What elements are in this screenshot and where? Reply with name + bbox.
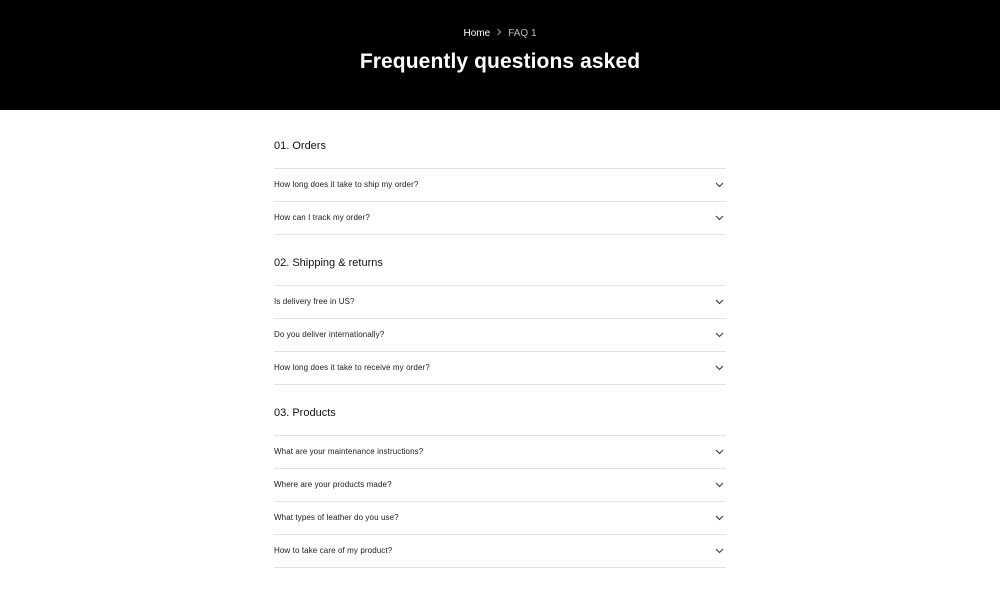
page-header — [0, 0, 1000, 110]
faq-question-item[interactable] — [274, 469, 726, 502]
faq-question-item[interactable] — [274, 169, 726, 202]
chevron-down-icon[interactable] — [714, 297, 724, 307]
section-title: 03. Products — [274, 407, 336, 419]
chevron-down-icon[interactable] — [714, 363, 724, 373]
faq-question-item[interactable] — [274, 352, 726, 385]
chevron-down-icon[interactable] — [714, 330, 724, 340]
breadcrumb-current: FAQ 1 — [508, 28, 537, 39]
question-text: How long does it take to receive my order? — [274, 363, 430, 372]
faq-section-orders — [274, 140, 726, 235]
question-text: How can I track my order? — [274, 213, 370, 222]
page-title: Frequently questions asked — [359, 50, 641, 73]
chevron-down-icon[interactable] — [714, 513, 724, 523]
faq-question-item[interactable] — [274, 202, 726, 235]
faq-question-item[interactable] — [274, 436, 726, 469]
chevron-right-icon — [496, 28, 502, 40]
faq-section-products — [274, 407, 726, 568]
chevron-down-icon[interactable] — [714, 480, 724, 490]
question-text: Do you deliver internationally? — [274, 330, 385, 339]
question-text: Where are your products made? — [274, 480, 392, 489]
faq-question-item[interactable] — [274, 286, 726, 319]
faq-question-item[interactable] — [274, 535, 726, 568]
chevron-down-icon[interactable] — [714, 180, 724, 190]
breadcrumb-home-link[interactable]: Home — [463, 28, 491, 39]
question-list — [274, 168, 726, 235]
question-text: How to take care of my product? — [274, 546, 393, 555]
question-list — [274, 285, 726, 385]
faq-section-shipping-returns — [274, 257, 726, 385]
chevron-down-icon[interactable] — [714, 546, 724, 556]
faq-question-item[interactable] — [274, 319, 726, 352]
section-title: 01. Orders — [274, 140, 326, 152]
question-text: How long does it take to ship my order? — [274, 180, 419, 189]
section-title: 02. Shipping & returns — [274, 257, 383, 269]
faq-question-item[interactable] — [274, 502, 726, 535]
question-text: What are your maintenance instructions? — [274, 447, 424, 456]
question-text: Is delivery free in US? — [274, 297, 355, 306]
chevron-down-icon[interactable] — [714, 213, 724, 223]
question-list — [274, 435, 726, 568]
chevron-down-icon[interactable] — [714, 447, 724, 457]
question-text: What types of leather do you use? — [274, 513, 399, 522]
faq-container — [274, 110, 726, 568]
breadcrumb — [0, 28, 1000, 40]
